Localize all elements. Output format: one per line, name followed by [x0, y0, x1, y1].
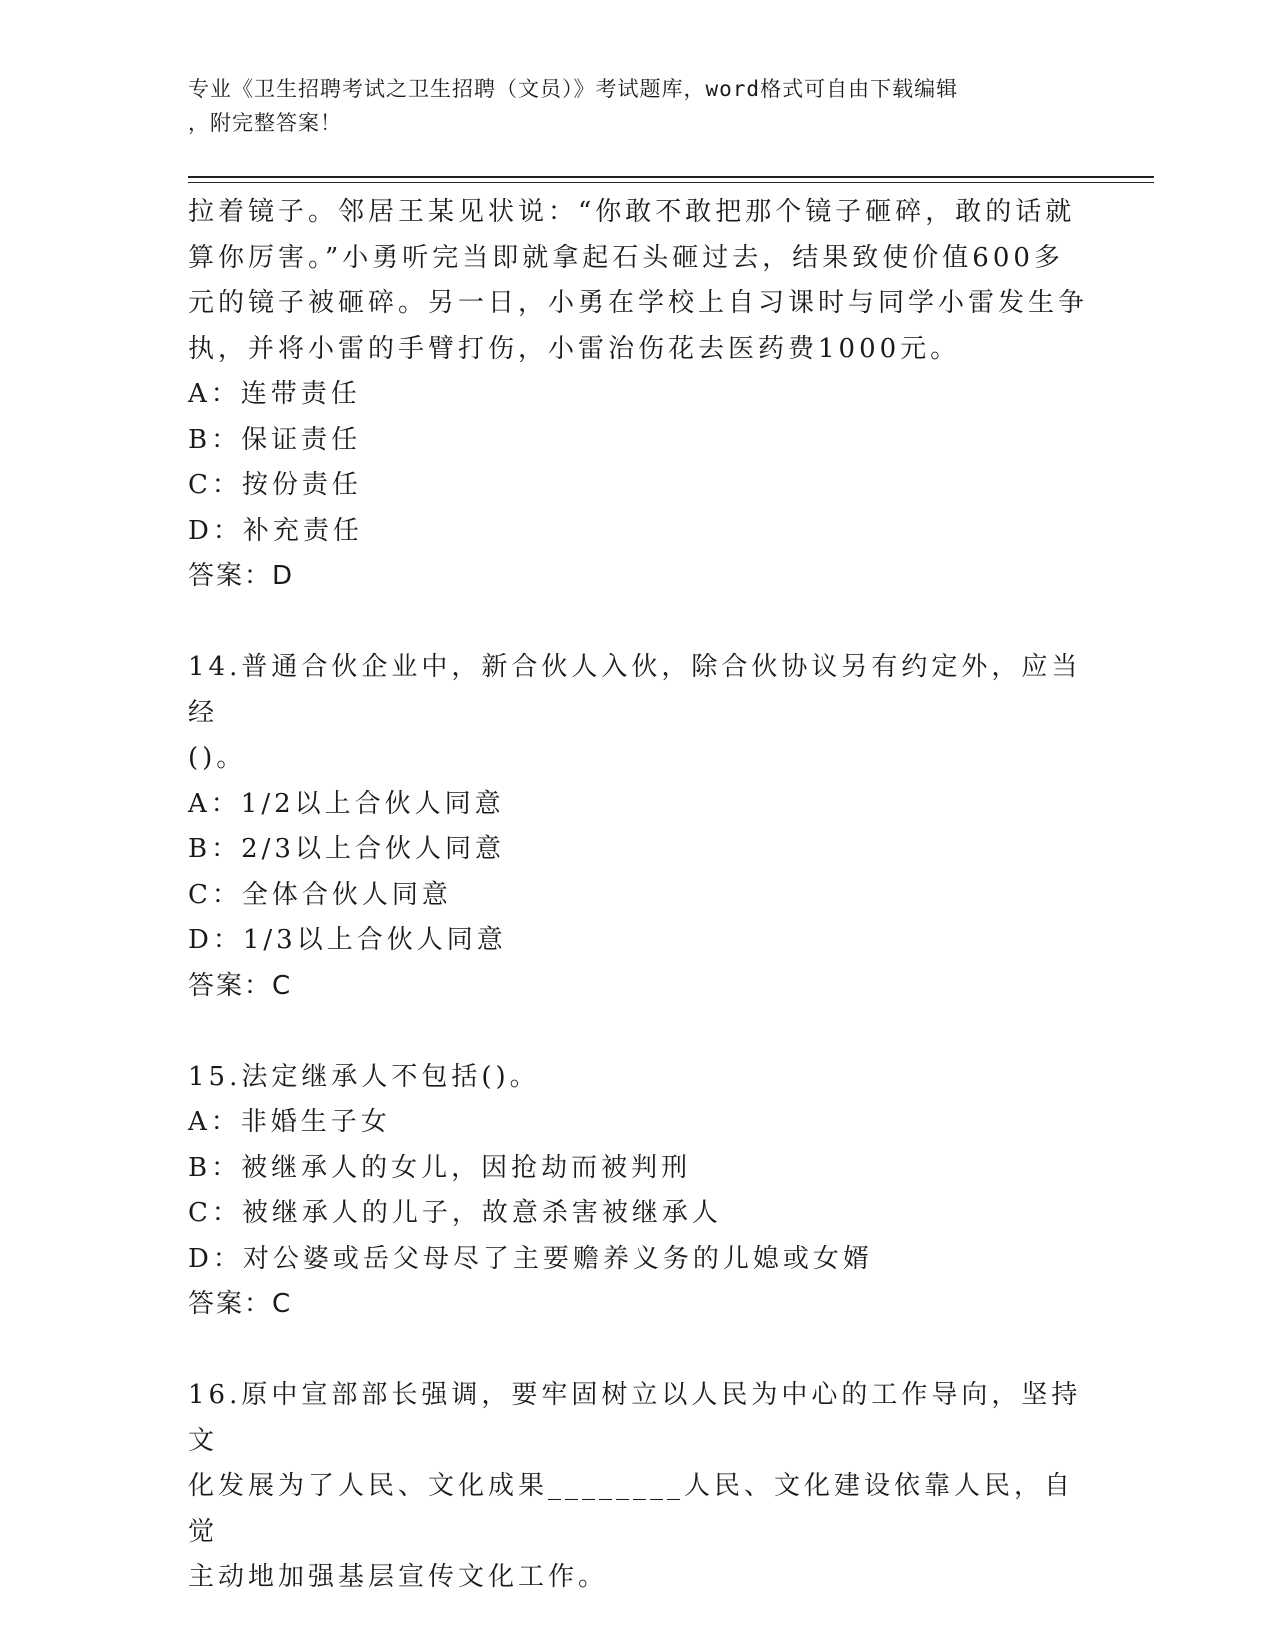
option-c: C：全体合伙人同意 — [188, 879, 452, 910]
option-d: D：补充责任 — [188, 515, 363, 546]
question-text-line: 15.法定继承人不包括()。 — [188, 1061, 540, 1092]
question-text-line: 算你厉害。”小勇听完当即就拿起石头砸过去，结果致使价值600多 — [188, 242, 1064, 273]
question-text-line: 化发展为了人民、文化成果________人民、文化建设依靠人民，自觉 — [188, 1471, 1075, 1547]
question-16-block — [188, 1373, 1088, 1601]
option-d: D：1/3以上合伙人同意 — [188, 925, 507, 955]
option-b: B：被继承人的女儿，因抢劫而被判刑 — [188, 1152, 692, 1183]
option-b: B：2/3以上合伙人同意 — [188, 834, 505, 864]
option-a: A：非婚生子女 — [188, 1107, 391, 1137]
answer-line: 答案：D — [188, 561, 295, 591]
option-a: A：连带责任 — [188, 379, 361, 409]
header-divider-thin — [188, 182, 1154, 183]
question-13-block — [188, 190, 1088, 600]
header-line-2: ，附完整答案！ — [188, 111, 342, 135]
header-line-1: 专业《卫生招聘考试之卫生招聘（文员）》考试题库，word格式可自由下载编辑 — [188, 77, 959, 101]
option-a: A：1/2以上合伙人同意 — [188, 788, 505, 819]
question-text-line: 执，并将小雷的手臂打伤，小雷治伤花去医药费1000元。 — [188, 333, 961, 364]
document-header — [188, 72, 1088, 140]
question-text-line: 14.普通合伙企业中，新合伙人入伙，除合伙协议另有约定外，应当经 — [188, 652, 1082, 728]
question-text-line: 主动地加强基层宣传文化工作。 — [188, 1562, 609, 1592]
question-text-line: 元的镜子被砸碎。另一日，小勇在学校上自习课时与同学小雷发生争 — [188, 288, 1089, 318]
question-text-line: ()。 — [188, 743, 247, 773]
option-b: B：保证责任 — [188, 424, 362, 455]
answer-line: 答案：C — [188, 1289, 293, 1319]
option-d: D：对公婆或岳父母尽了主要赡养义务的儿媳或女婿 — [188, 1243, 873, 1274]
header-divider-thick — [188, 176, 1154, 178]
question-text-line: 拉着镜子。邻居王某见状说：“你敢不敢把那个镜子砸碎，敢的话就 — [188, 197, 1076, 227]
question-text-line: 16.原中宣部部长强调，要牢固树立以人民为中心的工作导向，坚持文 — [188, 1380, 1082, 1456]
option-c: C：被继承人的儿子，故意杀害被继承人 — [188, 1198, 722, 1228]
question-15-block — [188, 1055, 1088, 1328]
question-14-block — [188, 645, 1088, 1009]
answer-line: 答案：C — [188, 970, 293, 1001]
document-body — [188, 190, 1088, 1601]
option-c: C：按份责任 — [188, 470, 362, 500]
